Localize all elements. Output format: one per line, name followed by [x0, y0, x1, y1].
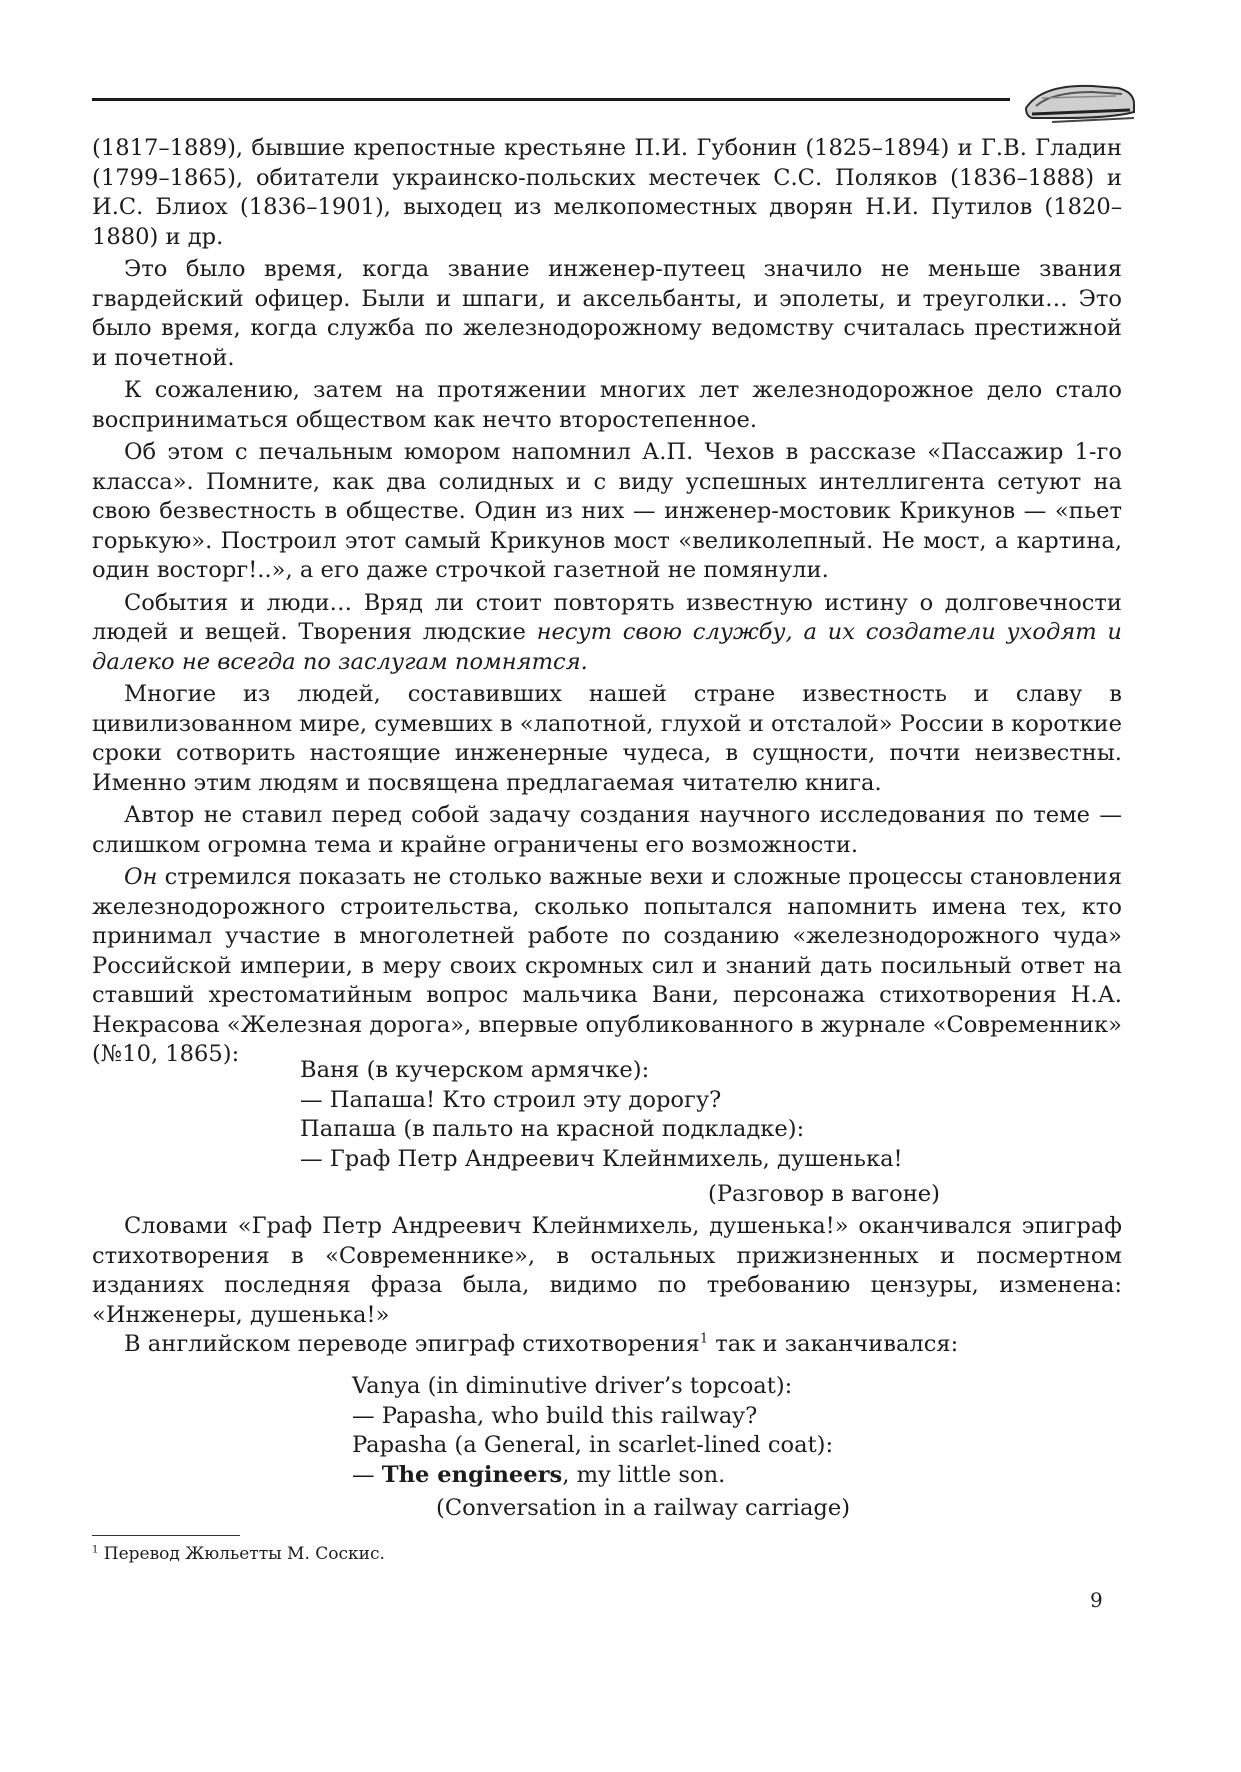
poem-line — [352, 1461, 912, 1491]
paragraph — [92, 1330, 1122, 1360]
dash: — — [352, 1461, 382, 1488]
paragraph-text: так и заканчивался: — [708, 1331, 959, 1357]
paragraph-text: В английском переводе эпиграф стихотворения — [124, 1331, 700, 1357]
poem-line: Papasha (a General, in scarlet-lined coat): — [352, 1432, 834, 1458]
poem-line: Папаша (в пальто на красной подкладке): — [300, 1116, 805, 1142]
main-body — [92, 134, 1122, 1070]
paragraph: Многие из людей, составивших нашей стране известность и славу в цивилизованном мире, сумевших в «лапотной, глухой и отсталой» России в короткие сроки сотворить настоящие инженерные чудеса, в сущности, почти неизвестны. Именно этим людям и посвящена предлагаемая читателю книга. — [92, 681, 1122, 796]
paragraph: Это было время, когда звание инженер-путеец значило не меньше звания гвардейский офицер. Были и шпаги, и аксельбанты, и эполеты, и треуголки… Это было время, когда служба по железнодорожному ведомству считалась престижной и почетной. — [92, 256, 1122, 371]
paragraph-text: стремился показать не столько важные вехи и сложные процессы становления железнодорожного строительства, сколько попытался напомнить имена тех, кто принимал участие в многолетней работе по созданию «железнодорожного чуда» Российской империи, в меру своих скромных сил и знаний дать посильный ответ на ставший хрестоматийным вопрос мальчика Вани, персонажа стихотворения Н.А. Некрасова «Железная дорога», впервые опубликованного в журнале «Современник» (№10, 1865): — [92, 864, 1122, 1067]
bold-text: The engineers — [381, 1461, 563, 1488]
epigraph-russian — [300, 1056, 940, 1210]
poem-line-rest: , my little son. — [562, 1461, 726, 1488]
page-number: 9 — [1090, 1588, 1103, 1612]
paragraph-text: События и люди… Вряд ли стоит повторять известную истину о долговечности людей и вещей. Творения людские — [92, 589, 1122, 645]
paragraph: Об этом с печальным юмором напомнил А.П. Чехов в рассказе «Пассажир 1-го класса». Помните, как два солидных и с виду успешных интеллигента сетуют на свою безвестность в обществе. Один из них — инженер-мостовик Крикунов — «пьет горькую». Построил этот самый Крикунов мост «великолепный. Не мост, а картина, один восторг!..», а его даже строчкой газетной не помянули. — [92, 439, 1122, 583]
footnote-rule — [92, 1535, 240, 1536]
footnote-marker[interactable]: 1 — [699, 1331, 709, 1347]
poem-line: Vanya (in diminutive driver’s topcoat): — [352, 1373, 793, 1399]
header-rule — [92, 98, 1010, 101]
epigraph-english — [352, 1372, 912, 1524]
locomotive-icon — [1022, 78, 1138, 126]
paragraph: (1817–1889), бывшие крепостные крестьяне П.И. Губонин (1825–1894) и Г.В. Гладин (1799–1865), обитатели украинско-польских местечек С.С. Поляков (1836–1888) и И.С. Блиох (1836–1901), выходец из мелкопоместных дворян Н.И. Путилов (1820–1880) и др. — [92, 135, 1122, 250]
italic-text: несут свою службу, а их создатели уходят и далеко не всегда по заслугам помнятся. — [92, 619, 1122, 675]
paragraph: Автор не ставил перед собой задачу создания научного исследования по теме — слишком огромна тема и крайне ограничены его возможности. — [92, 802, 1122, 858]
poem-line: Ваня (в кучерском армячке): — [300, 1057, 650, 1083]
paragraph: Словами «Граф Петр Андреевич Клейнмихель, душенька!» оканчивался эпиграф стихотворения в «Современнике», в остальных прижизненных и посмертном изданиях последняя фраза была, видимо по требованию цензуры, изменена: «Инженеры, душенька!» — [92, 1213, 1122, 1328]
poem-line: — Папаша! Кто строил эту дорогу? — [300, 1086, 722, 1113]
poem-line: — Papasha, who build this railway? — [352, 1402, 758, 1429]
paragraph — [92, 589, 1122, 678]
poem-line: — Граф Петр Андреевич Клейнмихель, душенька! — [300, 1145, 903, 1172]
paragraph — [92, 863, 1122, 1070]
footnote-number: 1 — [92, 1544, 99, 1556]
italic-text: Он — [124, 864, 158, 890]
paragraph: К сожалению, затем на протяжении многих лет железнодорожное дело стало восприниматься обществом как нечто второстепенное. — [92, 377, 1122, 433]
post-epigraph-text — [92, 1212, 1122, 1360]
footnote-text: Перевод Жюльетты М. Соскис. — [98, 1544, 385, 1564]
poem-attribution: (Conversation in a railway carriage) — [436, 1495, 851, 1521]
poem-attribution: (Разговор в вагоне) — [708, 1181, 940, 1207]
footnote — [92, 1543, 385, 1565]
